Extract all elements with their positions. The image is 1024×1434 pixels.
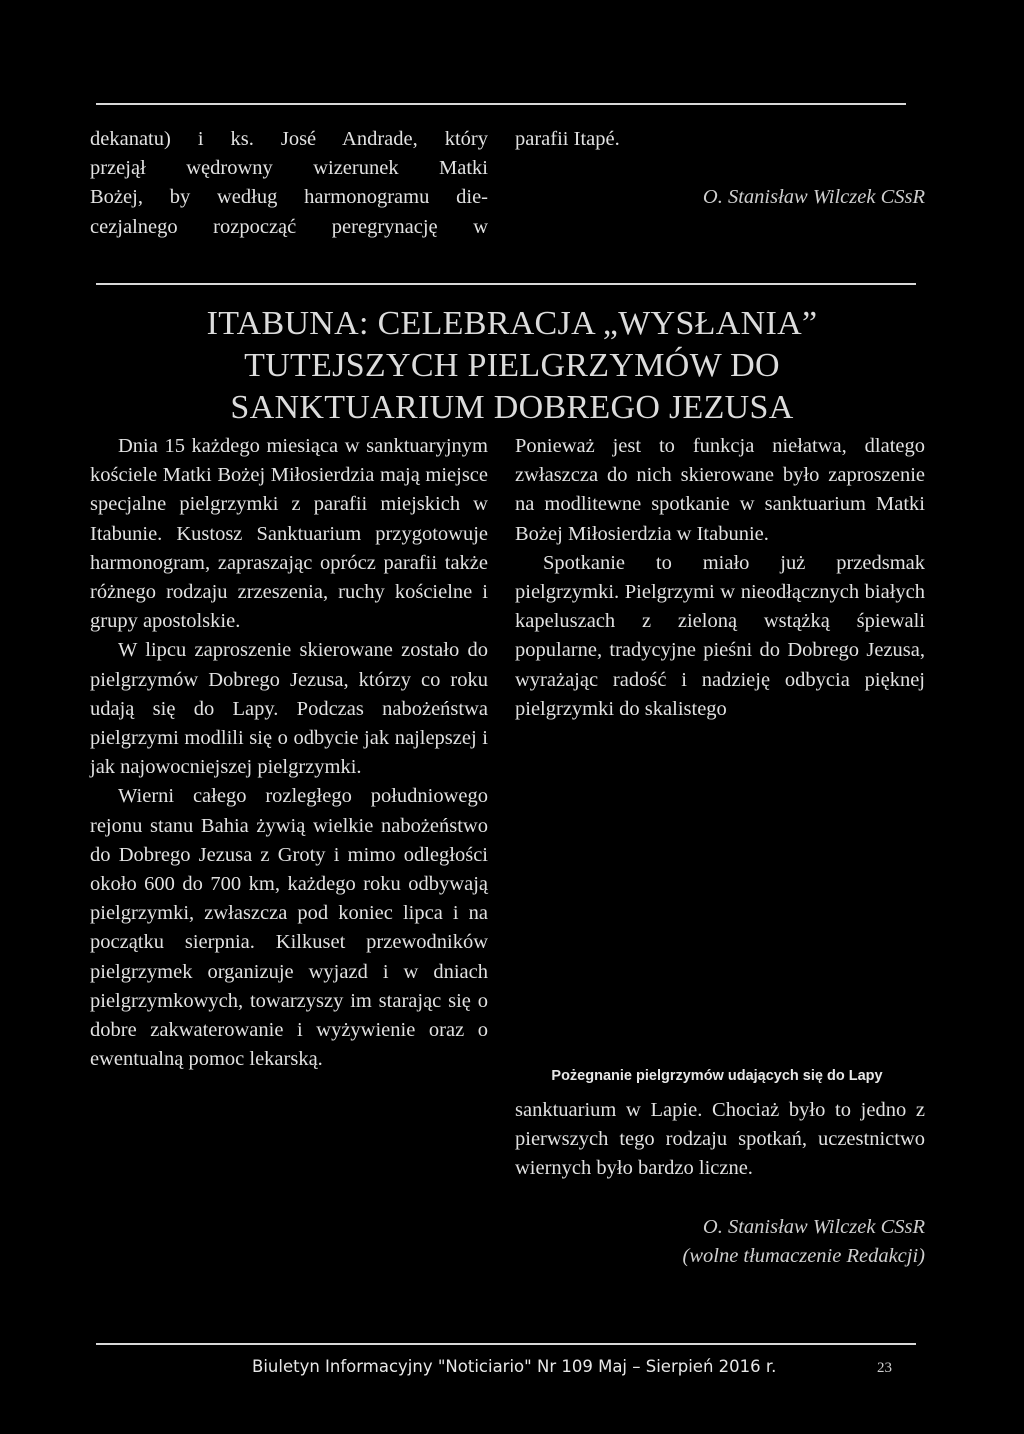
- previous-article-left-column: [90, 125, 488, 242]
- page-number: 23: [877, 1360, 892, 1376]
- article-paragraph-4: Ponieważ jest to funkcja niełatwa, dlatego zwłaszcza do nich skierowane było zaproszenie na modlitewne spotkanie w sanktuarium Matki Bożej Miłosierdzia w Itabunie.: [515, 435, 925, 545]
- photo-caption: Pożegnanie pielgrzymów udających się do Lapy: [551, 1068, 883, 1084]
- article-title: [90, 303, 934, 429]
- article-paragraph-2: W lipcu zaproszenie skierowane zostało do pielgrzymów Dobrego Jezusa, którzy co roku udają się do Lapy. Podczas nabożeństwa pielgrzymi modlili się o odbycie jak najlepszej i jak najowocniejszej pielgrzymki.: [90, 639, 488, 779]
- top-rule: [96, 103, 906, 105]
- article-photo: [515, 822, 925, 1058]
- article-signature-translation: (wolne tłumaczenie Redakcji): [682, 1244, 925, 1267]
- article-paragraph-1: Dnia 15 każdego miesiąca w sanktuaryjnym kościele Matki Bożej Miłosierdzia mają miejsce specjalne pielgrzymki z parafii miejskich w Itabunie. Kustosz Sanktuarium przygotowuje harmonogram, zapraszając oprócz parafii także różnego rodzaju zrzeszenia, ruchy kościelne i grupy apostolskie.: [90, 435, 488, 633]
- article-paragraph-6: sanktuarium w Lapie. Chociaż było to jedno z pierwszych tego rodzaju spotkań, uczestnictwo wiernych było bardzo liczne.: [515, 1099, 925, 1180]
- previous-article-right-column: [515, 125, 925, 212]
- article-title-line-1: ITABUNA: CELEBRACJA „WYSŁANIA”: [206, 305, 818, 342]
- previous-article-line-1: dekanatu) i ks. José Andrade, który: [90, 128, 488, 150]
- previous-article-line-3: Bożej, by według harmonogramu die-: [90, 186, 488, 209]
- article-paragraph-5: Spotkanie to miało już przedsmak pielgrzymki. Pielgrzymi w nieodłącznych białych kapeluszach z zieloną wstążką śpiewali popularne, tradycyjne pieśni do Dobrego Jezusa, wyrażając radość i nadzieję odbycia pięknej pielgrzymki do skalistego: [515, 551, 925, 720]
- article-right-column-top: [515, 432, 925, 724]
- article-left-column: [90, 432, 488, 1074]
- article-right-column-bottom: [515, 1096, 925, 1271]
- previous-article-line-4: cezjalnego rozpocząć peregrynację w: [90, 215, 488, 238]
- previous-article-line-2: przejął wędrowny wizerunek Matki: [90, 157, 488, 180]
- section-divider-rule: [96, 283, 916, 285]
- article-title-line-3: SANKTUARIUM DOBREGO JEZUSA: [230, 389, 794, 426]
- article-title-line-2: TUTEJSZYCH PIELGRZYMÓW DO: [244, 347, 780, 384]
- footer-publication: Biuletyn Informacyjny "Noticiario" Nr 109 Maj – Sierpień 2016 r.: [252, 1357, 777, 1376]
- article-paragraph-3: Wierni całego rozległego południowego rejonu stanu Bahia żywią wielkie nabożeństwo do Dobrego Jezusa z Groty i mimo odległości około 600 do 700 km, każdego roku odbywają pielgrzymki, zwłaszcza pod koniec lipca i na początku sierpnia. Kilkuset przewodników pielgrzymek organizuje wyjazd i w dniach pielgrzymkowych, towarzyszy im starając się o dobre zakwaterowanie i wyżywienie oraz o ewentualną pomoc lekarską.: [90, 785, 488, 1071]
- footer-rule: [96, 1343, 916, 1345]
- previous-article-signature: O. Stanisław Wilczek CSsR: [702, 186, 925, 209]
- previous-article-right-line: parafii Itapé.: [515, 128, 620, 150]
- article-signature-author: O. Stanisław Wilczek CSsR: [702, 1215, 925, 1238]
